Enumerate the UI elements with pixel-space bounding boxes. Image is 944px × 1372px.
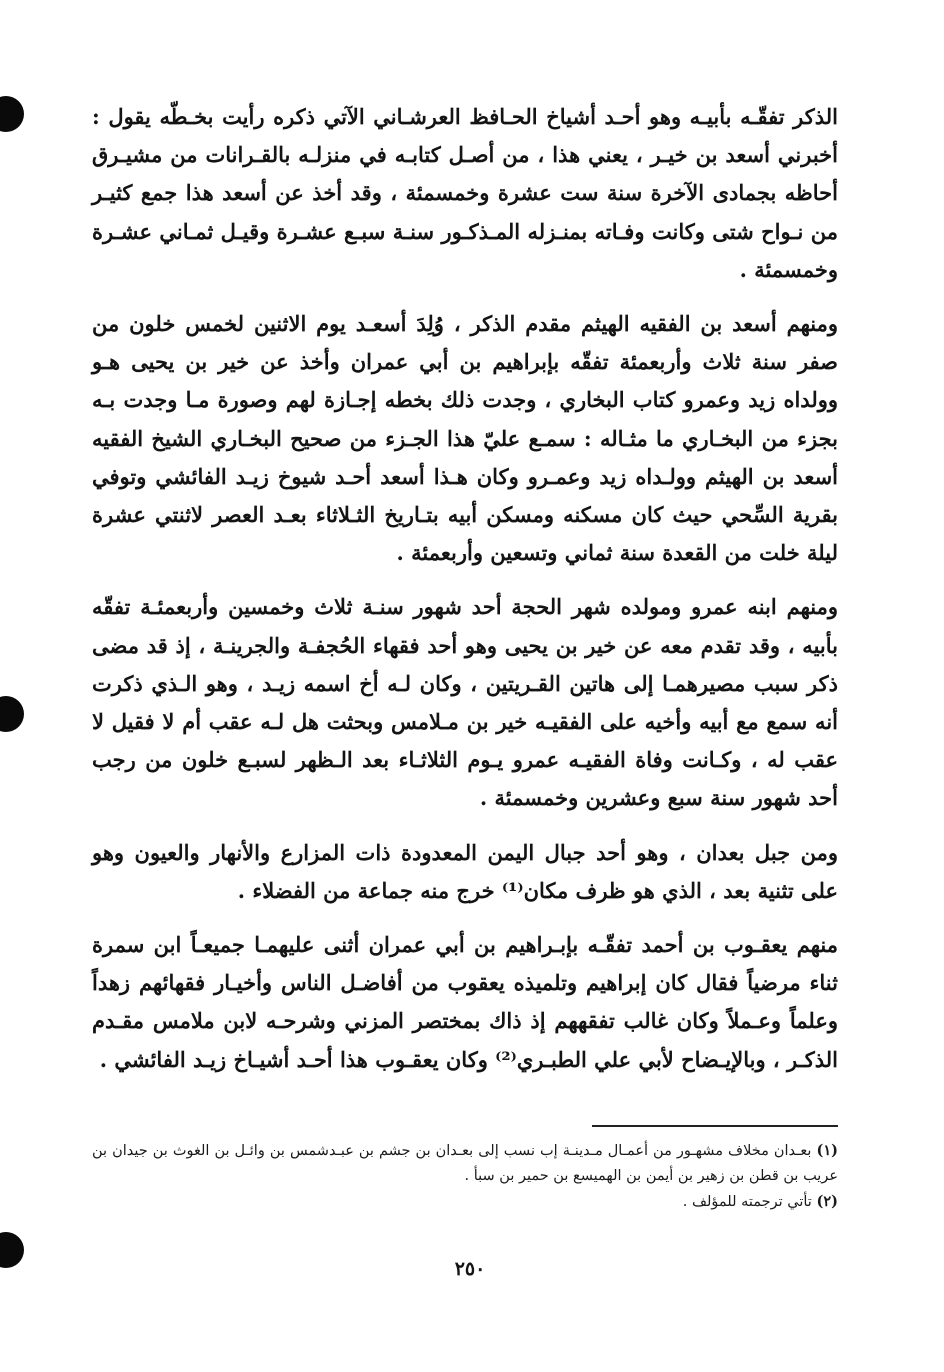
- paragraph: ومن جبل بعدان ، وهو أحد جبال اليمن المعدودة ذات المزارع والأنهار والعيون وهو على تثنية بعد ، الذي هو ظرف مكان⁽¹⁾ خرج منه جماعة من الفضلاء .: [92, 839, 838, 903]
- footnote-text: تأتي ترجمته للمؤلف .: [682, 1194, 812, 1210]
- binder-hole: [0, 1232, 24, 1268]
- footnote: [92, 1189, 838, 1215]
- footnote-separator: [592, 1125, 838, 1127]
- paragraph: ومنهم أسعد بن الفقيه الهيثم مقدم الذكر ، وُلِدَ أسعـد يوم الاثنين لخمس خلون من صفر سنة ثلاث وأربعمئة تفقّه بإبراهيم بن أبي عمران وأخذ عن خير بن يحيى هـو وولداه زيد وعمرو كتاب البخاري ، وجدت ذلك بخطه إجـازة لهم وصورة مـا وجدت بـه بجزء من البخـاري ما مثـاله : سمـع عليّ هذا الجـزء من صحيح البخـاري الشيخ الفقيه أسعد بن الهيثم وولـداه زيد وعمـرو وكان هـذا أسعد أحـد شيوخ زيـد الفائشي وتوفي بقرية السِّحي حيث كان مسكنه ومسكن أبيه بتـاريخ الثـلاثاء بعـد العصر لاثنتي عشرة ليلة خلت من القعدة سنة ثماني وتسعين وأربعمئة .: [92, 311, 838, 566]
- binder-hole: [0, 696, 24, 732]
- main-text: [92, 98, 838, 1095]
- footnote: [92, 1138, 838, 1189]
- page-number: ٢٥٠: [454, 1258, 486, 1280]
- paragraph: منهم يعقـوب بن أحمد تفقّـه بإبـراهيم بن أبي عمران أثنى عليهمـا جميعـاً ابن سمرة ثناء مرضياً فقال كان إبراهيم وتلميذه يعقوب من أفاضـل الناس وأخيـار فقهائهم زهداً وعلماً وعـملاً وكان غالب تفقههم إذ ذاك بمختصر المزني وشرحـه لابن ملامس مقـدم الذكـر ، وبالإيـضاح لأبي علي الطبـري⁽²⁾ وكان يعقـوب هذا أحـد أشيـاخ زيـد الفائشي .: [92, 932, 838, 1072]
- footnote-marker: (١): [816, 1142, 839, 1159]
- paragraph: ومنهم ابنه عمرو ومولده شهر الحجة أحد شهور سنـة ثلاث وخمسين وأربعمئـة تفقّه بأبيه ، وقد تقدم معه عن خير بن يحيى وهو أحد فقهاء الحُجفـة والجرينـة ، إذ قد مضى ذكر سبب مصيرهمـا إلى هاتين القـريتين ، وكان لـه أخ اسمه زيـد ، وهو الـذي ذكرت أنه سمع مع أبيه وأخيه على الفقيـه خير بن مـلامس وبحثت هل لـه عقب أم لا فقيل لا عقب له ، وكـانت وفاة الفقيـه عمرو يـوم الثلاثـاء بعد الـظهر لسبـع خلون من رجب أحد شهور سنة سبع وعشرين وخمسمئة .: [92, 594, 838, 811]
- footnote-text: بعـدان مخلاف مشهـور من أعمـال مـدينـة إب نسب إلى بعـدان بن جشم بن عبـدشمس بن وائـل بن الغوث بن جيدان بن عريب بن قطن بن زهير بن أيمن بن الهميسع بن حمير بن سبأ .: [92, 1143, 838, 1184]
- binder-hole: [0, 96, 24, 132]
- footnote-marker: (٢): [816, 1193, 838, 1210]
- footnotes: [92, 1138, 838, 1215]
- paragraph: الذكر تفقّـه بأبيـه وهو أحـد أشياخ الحـافظ العرشـاني الآتي ذكره رأيت بخـطّه يقول : أخبرني أسعد بن خيـر ، يعني هذا ، من أصـل كتابـه في منزلـه بالقـرانات من مشيـرق أحاظه بجمادى الآخرة سنة ست عشرة وخمسمئة ، وقد أخذ عن أسعد هذا جمع كثيـر من نـواح شتى وكانت وفـاته بمنـزله المـذكـور سنـة سبـع عشـرة وقيـل ثمـاني عشـرة وخمسمئة .: [92, 104, 838, 282]
